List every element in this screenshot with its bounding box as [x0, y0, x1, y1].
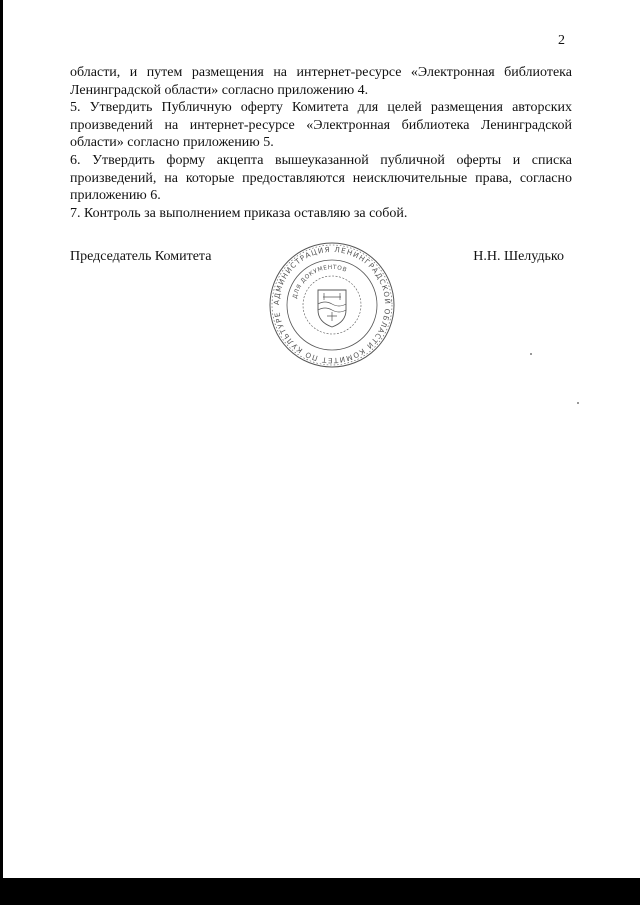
- official-seal-stamp: [267, 240, 397, 370]
- document-body: [70, 64, 572, 222]
- scan-speck: [530, 353, 532, 355]
- scan-edge-bottom: [0, 878, 640, 905]
- page-number: 2: [558, 33, 565, 48]
- seal-inner-text: ДЛЯ ДОКУМЕНТОВ: [292, 264, 348, 300]
- seal-outer-text: АДМИНИСТРАЦИЯ ЛЕНИНГРАДСКОЙ ОБЛАСТИ КОМИТЕТ ПО КУЛЬТУРЕ: [271, 244, 393, 366]
- svg-text:АДМИНИСТРАЦИЯ ЛЕНИНГРАДСКОЙ ОБ: [272, 245, 392, 365]
- paragraph-item-6: 6. Утвердить форму акцепта вышеуказанной публичной оферты и списка произведений, на которые предоставляются неисключительные права, согласно приложению 6.: [70, 152, 572, 204]
- signer-name: Н.Н. Шелудько: [473, 249, 564, 264]
- svg-text:ДЛЯ ДОКУМЕНТОВ: [293, 265, 348, 300]
- scan-speck: [577, 402, 579, 404]
- paragraph-item-7: 7. Контроль за выполнением приказа оставляю за собой.: [70, 205, 408, 221]
- paragraph-item-5: 5. Утвердить Публичную оферту Комитета для целей размещения авторских произведений на интернет-ресурсе «Электронная библиотека Ленинградской области» согласно приложению 5.: [70, 100, 572, 151]
- signer-title: Председатель Комитета: [70, 249, 212, 264]
- coat-of-arms-emblem: [318, 290, 346, 327]
- paragraph-item-4-continuation: области, и путем размещения на интернет-ресурсе «Электронная библиотека Ленинградской области» согласно приложению 4.: [70, 65, 572, 98]
- scan-edge-left: [0, 0, 3, 878]
